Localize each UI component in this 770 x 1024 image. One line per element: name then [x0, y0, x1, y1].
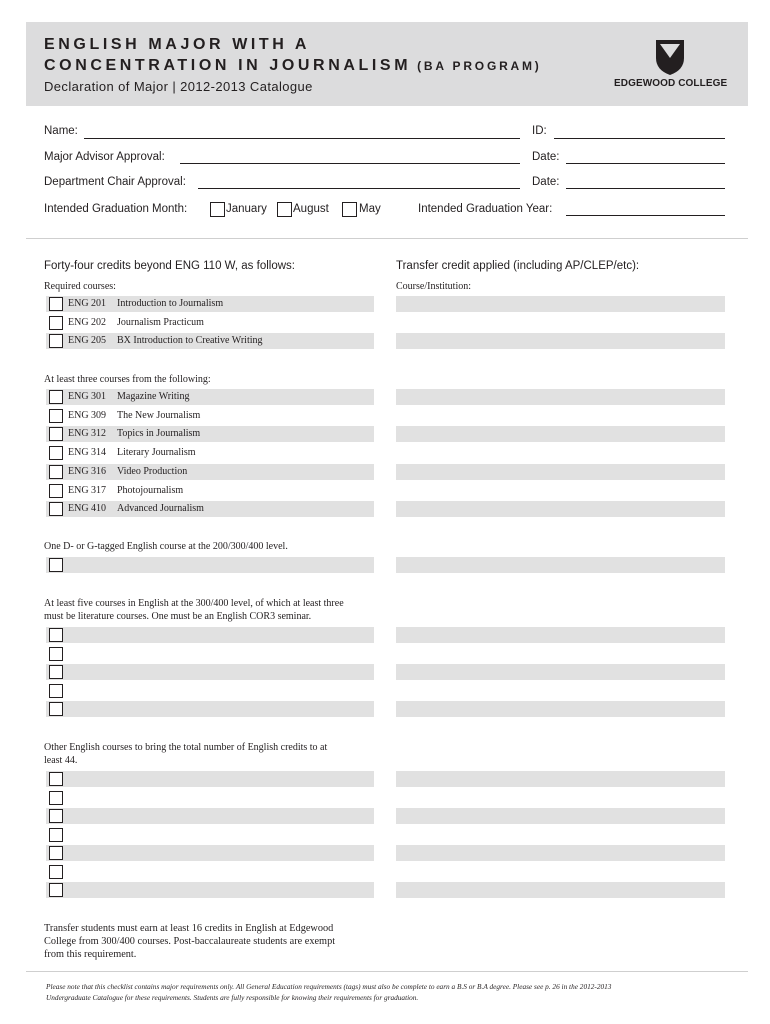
- course-title: The New Journalism: [117, 410, 201, 421]
- date-label-1: Date:: [532, 151, 560, 163]
- course-row-bar: [46, 664, 374, 680]
- course-number: ENG 410: [68, 503, 107, 514]
- five-courses-line-2: must be literature courses. One must be an English COR3 seminar.: [44, 611, 312, 622]
- id-field[interactable]: [554, 138, 725, 139]
- chair-approval-field[interactable]: [198, 188, 520, 189]
- transfer-row[interactable]: [396, 882, 725, 898]
- right-heading: Transfer credit applied (including AP/CLEP/etc):: [396, 260, 640, 272]
- transfer-row[interactable]: [396, 464, 725, 480]
- course-row-bar: [46, 771, 374, 787]
- course-number: ENG 201: [68, 298, 107, 309]
- course-checkbox[interactable]: [49, 558, 63, 572]
- title-line-2: [44, 57, 542, 75]
- course-row-bar: [46, 882, 374, 898]
- may-checkbox[interactable]: [342, 202, 357, 217]
- course-row: [68, 315, 204, 331]
- advisor-approval-field[interactable]: [180, 163, 520, 164]
- transfer-row[interactable]: [396, 701, 725, 717]
- grad-year-field[interactable]: [566, 215, 725, 216]
- dg-tagged-label: One D- or G-tagged English course at the 200/300/400 level.: [44, 541, 288, 552]
- course-title: Literary Journalism: [117, 447, 196, 458]
- course-checkbox[interactable]: [49, 334, 63, 348]
- left-heading: Forty-four credits beyond ENG 110 W, as follows:: [44, 260, 295, 272]
- course-checkbox[interactable]: [49, 465, 63, 479]
- course-row: [68, 408, 200, 424]
- course-checkbox[interactable]: [49, 446, 63, 460]
- advisor-date-field[interactable]: [566, 163, 725, 164]
- footer-line-1: Please note that this checklist contains major requirements only. All General Education requirements (tags) must also be complete to earn a B.S or B.A degree. Please see p. 26 in the 2012-2013: [46, 982, 612, 991]
- course-row: [68, 464, 187, 480]
- course-row: [68, 296, 223, 312]
- course-number: ENG 312: [68, 428, 107, 439]
- course-number: ENG 316: [68, 466, 107, 477]
- advisor-label: Major Advisor Approval:: [44, 151, 165, 163]
- transfer-row[interactable]: [396, 845, 725, 861]
- course-title: Video Production: [117, 466, 188, 477]
- other-courses-line-1: Other English courses to bring the total number of English credits to at: [44, 742, 328, 753]
- grad-month-label: Intended Graduation Month:: [44, 203, 188, 215]
- course-checkbox[interactable]: [49, 390, 63, 404]
- course-checkbox[interactable]: [49, 791, 63, 805]
- transfer-note-line-3: from this requirement.: [44, 949, 137, 960]
- title-line-1: ENGLISH MAJOR WITH A: [44, 36, 311, 53]
- august-checkbox[interactable]: [277, 202, 292, 217]
- course-row: [68, 426, 200, 442]
- footer-divider: [26, 971, 748, 972]
- course-checkbox[interactable]: [49, 484, 63, 498]
- course-row-bar: [46, 557, 374, 573]
- five-courses-line-1: At least five courses in English at the 300/400 level, of which at least three: [44, 598, 344, 609]
- course-row-bar: [46, 808, 374, 824]
- course-checkbox[interactable]: [49, 628, 63, 642]
- course-checkbox[interactable]: [49, 665, 63, 679]
- may-label: May: [359, 203, 381, 215]
- course-number: ENG 317: [68, 485, 107, 496]
- course-number: ENG 202: [68, 317, 107, 328]
- course-checkbox[interactable]: [49, 427, 63, 441]
- transfer-row[interactable]: [396, 771, 725, 787]
- other-courses-line-2: least 44.: [44, 755, 78, 766]
- course-checkbox[interactable]: [49, 409, 63, 423]
- college-logo-text: EDGEWOOD COLLEGE: [614, 78, 728, 89]
- course-row-bar: [46, 627, 374, 643]
- required-label: Required courses:: [44, 281, 116, 292]
- course-checkbox[interactable]: [49, 297, 63, 311]
- footer-note: [46, 981, 726, 1003]
- course-checkbox[interactable]: [49, 809, 63, 823]
- course-checkbox[interactable]: [49, 865, 63, 879]
- chair-date-field[interactable]: [566, 188, 725, 189]
- course-number: ENG 205: [68, 335, 107, 346]
- course-row-bar: [46, 845, 374, 861]
- course-row-bar: [46, 701, 374, 717]
- course-title: Topics in Journalism: [117, 428, 201, 439]
- transfer-row[interactable]: [396, 501, 725, 517]
- course-checkbox[interactable]: [49, 647, 63, 661]
- course-checkbox[interactable]: [49, 702, 63, 716]
- transfer-row[interactable]: [396, 557, 725, 573]
- transfer-row[interactable]: [396, 389, 725, 405]
- college-shield-icon: [654, 38, 686, 76]
- transfer-row[interactable]: [396, 627, 725, 643]
- course-row: [68, 501, 204, 517]
- transfer-note-line-1: Transfer students must earn at least 16 credits in English at Edgewood: [44, 923, 334, 934]
- course-number: ENG 309: [68, 410, 107, 421]
- name-field[interactable]: [84, 138, 520, 139]
- course-checkbox[interactable]: [49, 316, 63, 330]
- date-label-2: Date:: [532, 176, 560, 188]
- name-label: Name:: [44, 125, 78, 137]
- course-title: Magazine Writing: [117, 391, 190, 402]
- transfer-note-line-2: College from 300/400 courses. Post-baccalaureate students are exempt: [44, 936, 336, 947]
- title-suffix: (BA PROGRAM): [417, 59, 542, 73]
- transfer-row[interactable]: [396, 296, 725, 312]
- transfer-row[interactable]: [396, 426, 725, 442]
- course-number: ENG 314: [68, 447, 107, 458]
- course-row: [68, 445, 196, 461]
- course-row: [68, 389, 189, 405]
- course-title: BX Introduction to Creative Writing: [117, 335, 263, 346]
- january-label: January: [226, 203, 267, 215]
- course-checkbox[interactable]: [49, 772, 63, 786]
- subtitle: Declaration of Major | 2012-2013 Catalogue: [44, 79, 313, 94]
- transfer-row[interactable]: [396, 664, 725, 680]
- august-label: August: [293, 203, 329, 215]
- grad-year-label: Intended Graduation Year:: [418, 203, 553, 215]
- course-institution-label: Course/Institution:: [396, 281, 471, 292]
- course-checkbox[interactable]: [49, 883, 63, 897]
- course-number: ENG 301: [68, 391, 107, 402]
- three-courses-label: At least three courses from the following:: [44, 374, 211, 385]
- transfer-row[interactable]: [396, 333, 725, 349]
- transfer-row[interactable]: [396, 808, 725, 824]
- chair-label: Department Chair Approval:: [44, 176, 186, 188]
- title-main: CONCENTRATION IN JOURNALISM: [44, 57, 412, 74]
- course-checkbox[interactable]: [49, 828, 63, 842]
- header-banner: [26, 22, 748, 106]
- course-checkbox[interactable]: [49, 846, 63, 860]
- course-title: Photojournalism: [117, 485, 184, 496]
- course-checkbox[interactable]: [49, 684, 63, 698]
- course-title: Advanced Journalism: [117, 503, 204, 514]
- course-title: Journalism Practicum: [117, 317, 204, 328]
- course-checkbox[interactable]: [49, 502, 63, 516]
- course-row: [68, 483, 183, 499]
- course-row: [68, 333, 263, 349]
- january-checkbox[interactable]: [210, 202, 225, 217]
- section-divider: [26, 238, 748, 239]
- footer-line-2: Undergraduate Catalogue for these requirements. Students are fully responsible for knowing their requirements for graduation.: [46, 993, 419, 1002]
- id-label: ID:: [532, 125, 547, 137]
- course-title: Introduction to Journalism: [117, 298, 224, 309]
